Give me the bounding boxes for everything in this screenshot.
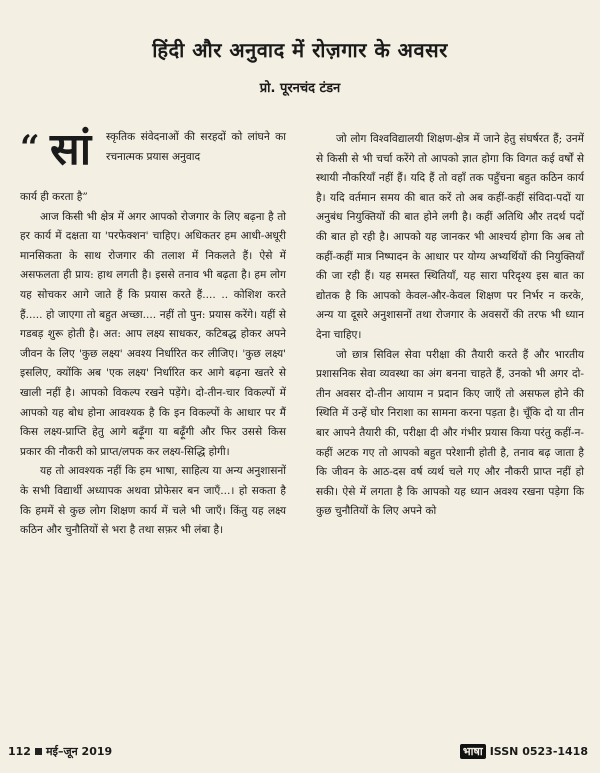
quote-line: स्कृतिक संवेदनाओं की सरहदों को लांघने का रचनात्मक प्रयास अनुवाद <box>106 131 286 163</box>
magazine-logo: भाषा <box>460 744 486 759</box>
footer-left <box>8 744 112 759</box>
dropcap: सां <box>50 124 92 175</box>
footer-right <box>460 744 588 759</box>
article-author: प्रो. पूरनचंद टंडन <box>259 81 341 96</box>
issue-date: मई–जून 2019 <box>45 745 113 758</box>
page-footer <box>0 744 600 764</box>
right-column <box>316 130 584 522</box>
page-number: 112 <box>8 745 31 758</box>
article-title: हिंदी और अनुवाद में रोज़गार के अवसर <box>152 38 448 62</box>
square-bullet-icon <box>35 748 42 755</box>
paragraph: जो छात्र सिविल सेवा परीक्षा की तैयारी करते हैं और भारतीय प्रशासनिक सेवा व्यवस्था का अंग बनना चाहते हैं, उनको भी अगर दो-तीन अवसर दो-तीन आयाम न प्रदान किए जाएँ तो असफल होने की स्थिति में उन्हें घोर निराशा का सामना करना पड़ता है। चूँकि दो या तीन बार आपने तैयारी की, परीक्षा दी और गंभीर प्रयास किया परंतु कहीं-न-कहीं अटक गए तो आपको बहुत परेशानी होती है, तनाव बढ़ जाता है कि जीवन के आठ-दस वर्ष व्यर्थ चले गए और नौकरी प्राप्त नहीं हो सकी। ऐसे में लगता है कि आपको यह ध्यान अवश्य रखना पड़ेगा कि कुछ चुनौतियों के लिए अपने को <box>316 348 584 518</box>
paragraph: जो लोग विश्वविद्यालयी शिक्षण-क्षेत्र में जाने हेतु संघर्षरत हैं; उनमें से किसी से भी चर्चा करेंगे तो आपको ज्ञात होगा कि विगत कई वर्षों से स्थायी नौकरियाँ नहीं हैं। यदि हैं तो वहाँ तक पहुँचना बहुत कठिन कार्य है। यदि वर्तमान समय की बात करें तो अब कहीं-कहीं संविदा-पदों या अनुबंध नियुक्तियों की बात होने लगी है। कहीं अतिथि और तदर्थ पदों की बात हो रही है। आपको यह जानकर भी आश्चर्य होगा कि अब तो कहीं-कहीं मात्र निष्पादन के आधार पर योग्य अभ्यर्थियों की नियुक्तियाँ की जा रही हैं। यह समस्त स्थितियाँ, यह सारा परिदृश्य इस बात का द्योतक है कि आपको केवल-और-केवल शिक्षण पर निर्भर न करके, अन्य या दूसरे अनुशासनों तथा रोजगार के अवसरों की तरफ भी ध्यान देना चाहिए। <box>316 133 584 341</box>
quote-mark: “ <box>20 128 40 168</box>
paragraph: आज किसी भी क्षेत्र में अगर आपको रोजगार के लिए बढ़ना है तो हर कार्य में दक्षता या 'परफेक्शन' चाहिए। अधिकतर हम आधी-अधूरी मानसिकता के साथ रोजगार की तलाश में निकलते हैं। ऐसे में असफलता ही प्राय: हाथ लगती है। इससे तनाव भी बढ़ता है। हम लोग यह सोचकर आगे जाते हैं कि प्रयास करते हैं.... .. कोशिश करते हैं..... हो जाएगा तो बहुत अच्छा.... नहीं तो पुन: प्रयास करेंगे। यहीं से गडबड़ शुरू होती है। अत: आप लक्ष्य साधकर, कटिबद्ध होकर अपने जीवन के लिए 'कुछ लक्ष्य' अवश्य निर्धारित कर लीजिए। 'कुछ लक्ष्य' इसलिए, क्योंकि अब 'एक लक्ष्य' निर्धारित कर आगे बढ़ना खतरे से खाली नहीं है। आपको विकल्प रखने पड़ेंगे। दो-तीन-चार विकल्पों में आपको यह बोध होना आवश्यक है कि इन विकल्पों के आधार पर मैं किस लक्ष्य-प्राप्ति हेतु आगे बढ़ूँगा या बढ़ूँगी और फिर उससे किस प्रकार की नौकरी को प्राप्त/लपक कर लक्ष्य-सिद्धि होगी। <box>20 210 286 458</box>
quote-end: कार्य ही करता है” <box>20 191 88 203</box>
opening-quote <box>20 124 286 188</box>
left-column <box>20 124 286 541</box>
issn: ISSN 0523-1418 <box>489 745 588 758</box>
paragraph: यह तो आवश्यक नहीं कि हम भाषा, साहित्य या अन्य अनुशासनों के सभी विद्यार्थी अध्यापक अथवा प्रोफेसर बन जाएँ...। हो सकता है कि हममें से कुछ लोग शिक्षण कार्य में चले भी जाएँ। किंतु यह लक्ष्य कठिन और चुनौतियों से भरा है तथा सफ़र भी लंबा है। <box>20 465 286 537</box>
